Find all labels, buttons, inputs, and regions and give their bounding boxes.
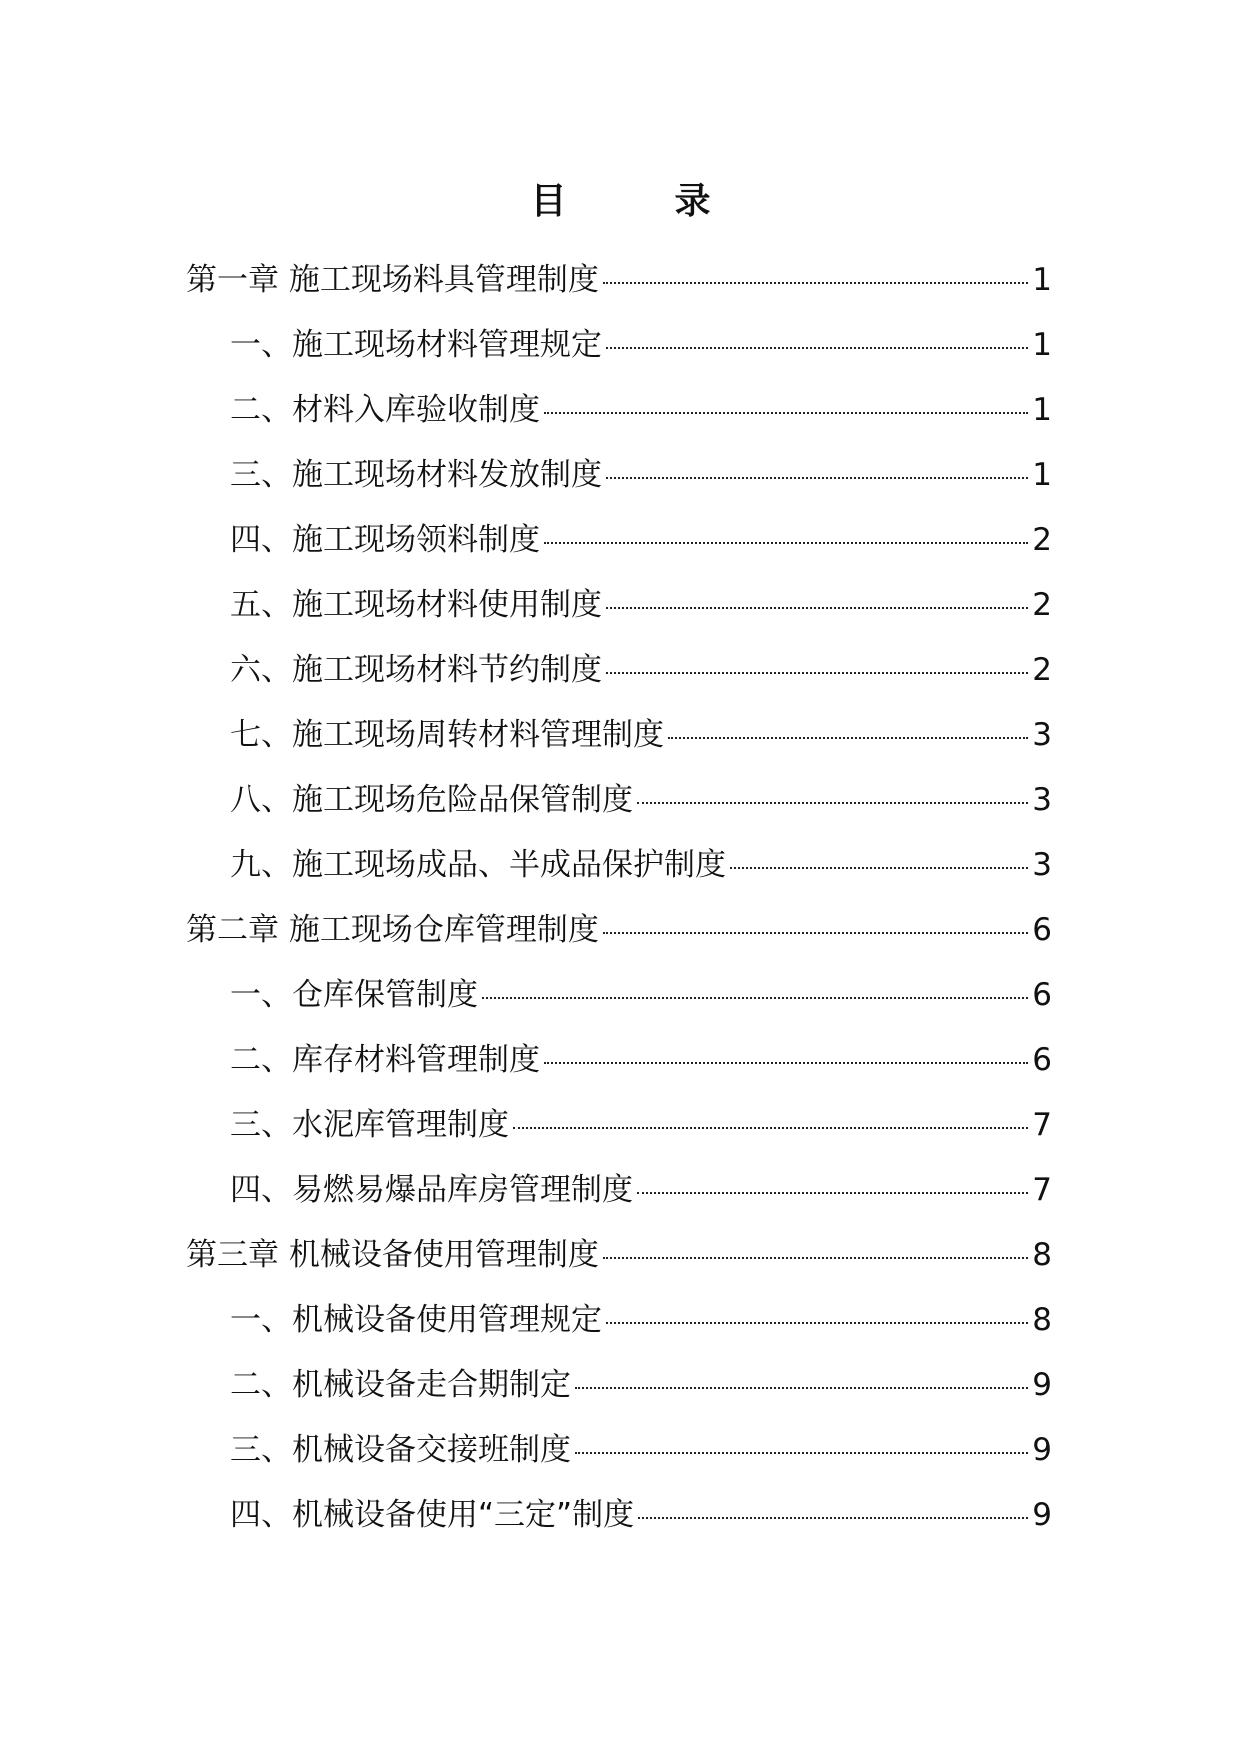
toc-dot-leader	[606, 672, 1028, 674]
toc-section-entry[interactable]	[186, 388, 1052, 453]
toc-entry-label: 三、施工现场材料发放制度	[230, 457, 602, 493]
toc-entry-label: 第二章 施工现场仓库管理制度	[186, 912, 599, 948]
toc-entry-label: 二、材料入库验收制度	[230, 392, 540, 428]
toc-dot-leader	[603, 932, 1028, 934]
toc-entry-label: 六、施工现场材料节约制度	[230, 652, 602, 688]
toc-dot-leader	[544, 412, 1028, 414]
toc-section-entry[interactable]	[186, 973, 1052, 1038]
toc-dot-leader	[638, 1517, 1028, 1519]
toc-entry-label: 一、施工现场材料管理规定	[230, 327, 602, 363]
toc-dot-leader	[730, 867, 1028, 869]
toc-dot-leader	[544, 542, 1028, 544]
toc-page-number: 3	[1032, 717, 1052, 753]
toc-entry-label: 四、易燃易爆品库房管理制度	[230, 1172, 633, 1208]
toc-chapter-entry[interactable]	[186, 908, 1052, 973]
toc-dot-leader	[606, 477, 1028, 479]
toc-dot-leader	[606, 1322, 1028, 1324]
toc-entry-label: 五、施工现场材料使用制度	[230, 587, 602, 623]
toc-page-number: 1	[1032, 392, 1052, 428]
toc-dot-leader	[668, 737, 1028, 739]
toc-entry-label: 二、机械设备走合期制定	[230, 1367, 571, 1403]
toc-page-number: 1	[1032, 262, 1052, 298]
toc-dot-leader	[513, 1127, 1028, 1129]
table-of-contents	[186, 258, 1052, 1558]
toc-entry-label: 二、库存材料管理制度	[230, 1042, 540, 1078]
toc-dot-leader	[482, 997, 1028, 999]
toc-chapter-entry[interactable]	[186, 1233, 1052, 1298]
toc-section-entry[interactable]	[186, 843, 1052, 908]
toc-section-entry[interactable]	[186, 1038, 1052, 1103]
toc-page-number: 2	[1032, 587, 1052, 623]
toc-dot-leader	[544, 1062, 1028, 1064]
toc-dot-leader	[606, 347, 1028, 349]
toc-entry-label: 八、施工现场危险品保管制度	[230, 782, 633, 818]
toc-entry-label: 第一章 施工现场料具管理制度	[186, 262, 599, 298]
toc-dot-leader	[575, 1387, 1028, 1389]
toc-section-entry[interactable]	[186, 518, 1052, 583]
toc-section-entry[interactable]	[186, 778, 1052, 843]
toc-page-number: 3	[1032, 847, 1052, 883]
toc-section-entry[interactable]	[186, 453, 1052, 518]
toc-page-number: 2	[1032, 652, 1052, 688]
toc-page-number: 9	[1032, 1432, 1052, 1468]
toc-page-number: 7	[1032, 1107, 1052, 1143]
toc-page-number: 6	[1032, 977, 1052, 1013]
toc-page-number: 9	[1032, 1367, 1052, 1403]
toc-entry-label: 一、仓库保管制度	[230, 977, 478, 1013]
toc-dot-leader	[603, 282, 1028, 284]
toc-page-number: 1	[1032, 327, 1052, 363]
toc-page-number: 6	[1032, 912, 1052, 948]
toc-title: 目 录	[530, 181, 747, 222]
toc-entry-label: 七、施工现场周转材料管理制度	[230, 717, 664, 753]
toc-page-number: 3	[1032, 782, 1052, 818]
toc-page-number: 2	[1032, 522, 1052, 558]
toc-section-entry[interactable]	[186, 1363, 1052, 1428]
toc-section-entry[interactable]	[186, 1168, 1052, 1233]
toc-chapter-entry[interactable]	[186, 258, 1052, 323]
toc-dot-leader	[575, 1452, 1028, 1454]
toc-page-number: 8	[1032, 1302, 1052, 1338]
toc-entry-label: 第三章 机械设备使用管理制度	[186, 1237, 599, 1273]
toc-dot-leader	[603, 1257, 1028, 1259]
toc-entry-label: 四、施工现场领料制度	[230, 522, 540, 558]
toc-section-entry[interactable]	[186, 583, 1052, 648]
toc-dot-leader	[637, 802, 1028, 804]
toc-entry-label: 三、水泥库管理制度	[230, 1107, 509, 1143]
toc-section-entry[interactable]	[186, 1428, 1052, 1493]
toc-page-number: 1	[1032, 457, 1052, 493]
toc-section-entry[interactable]	[186, 1103, 1052, 1168]
toc-entry-label: 三、机械设备交接班制度	[230, 1432, 571, 1468]
toc-page-number: 8	[1032, 1237, 1052, 1273]
toc-entry-label: 九、施工现场成品、半成品保护制度	[230, 847, 726, 883]
toc-dot-leader	[637, 1192, 1028, 1194]
toc-page-number: 7	[1032, 1172, 1052, 1208]
toc-section-entry[interactable]	[186, 648, 1052, 713]
toc-section-entry[interactable]	[186, 713, 1052, 778]
toc-section-entry[interactable]	[186, 1298, 1052, 1363]
toc-section-entry[interactable]	[186, 1493, 1052, 1558]
toc-dot-leader	[606, 607, 1028, 609]
toc-page-number: 9	[1032, 1497, 1052, 1533]
toc-entry-label: 一、机械设备使用管理规定	[230, 1302, 602, 1338]
toc-entry-label: 四、机械设备使用“三定”制度	[230, 1497, 635, 1533]
toc-section-entry[interactable]	[186, 323, 1052, 388]
toc-page-number: 6	[1032, 1042, 1052, 1078]
